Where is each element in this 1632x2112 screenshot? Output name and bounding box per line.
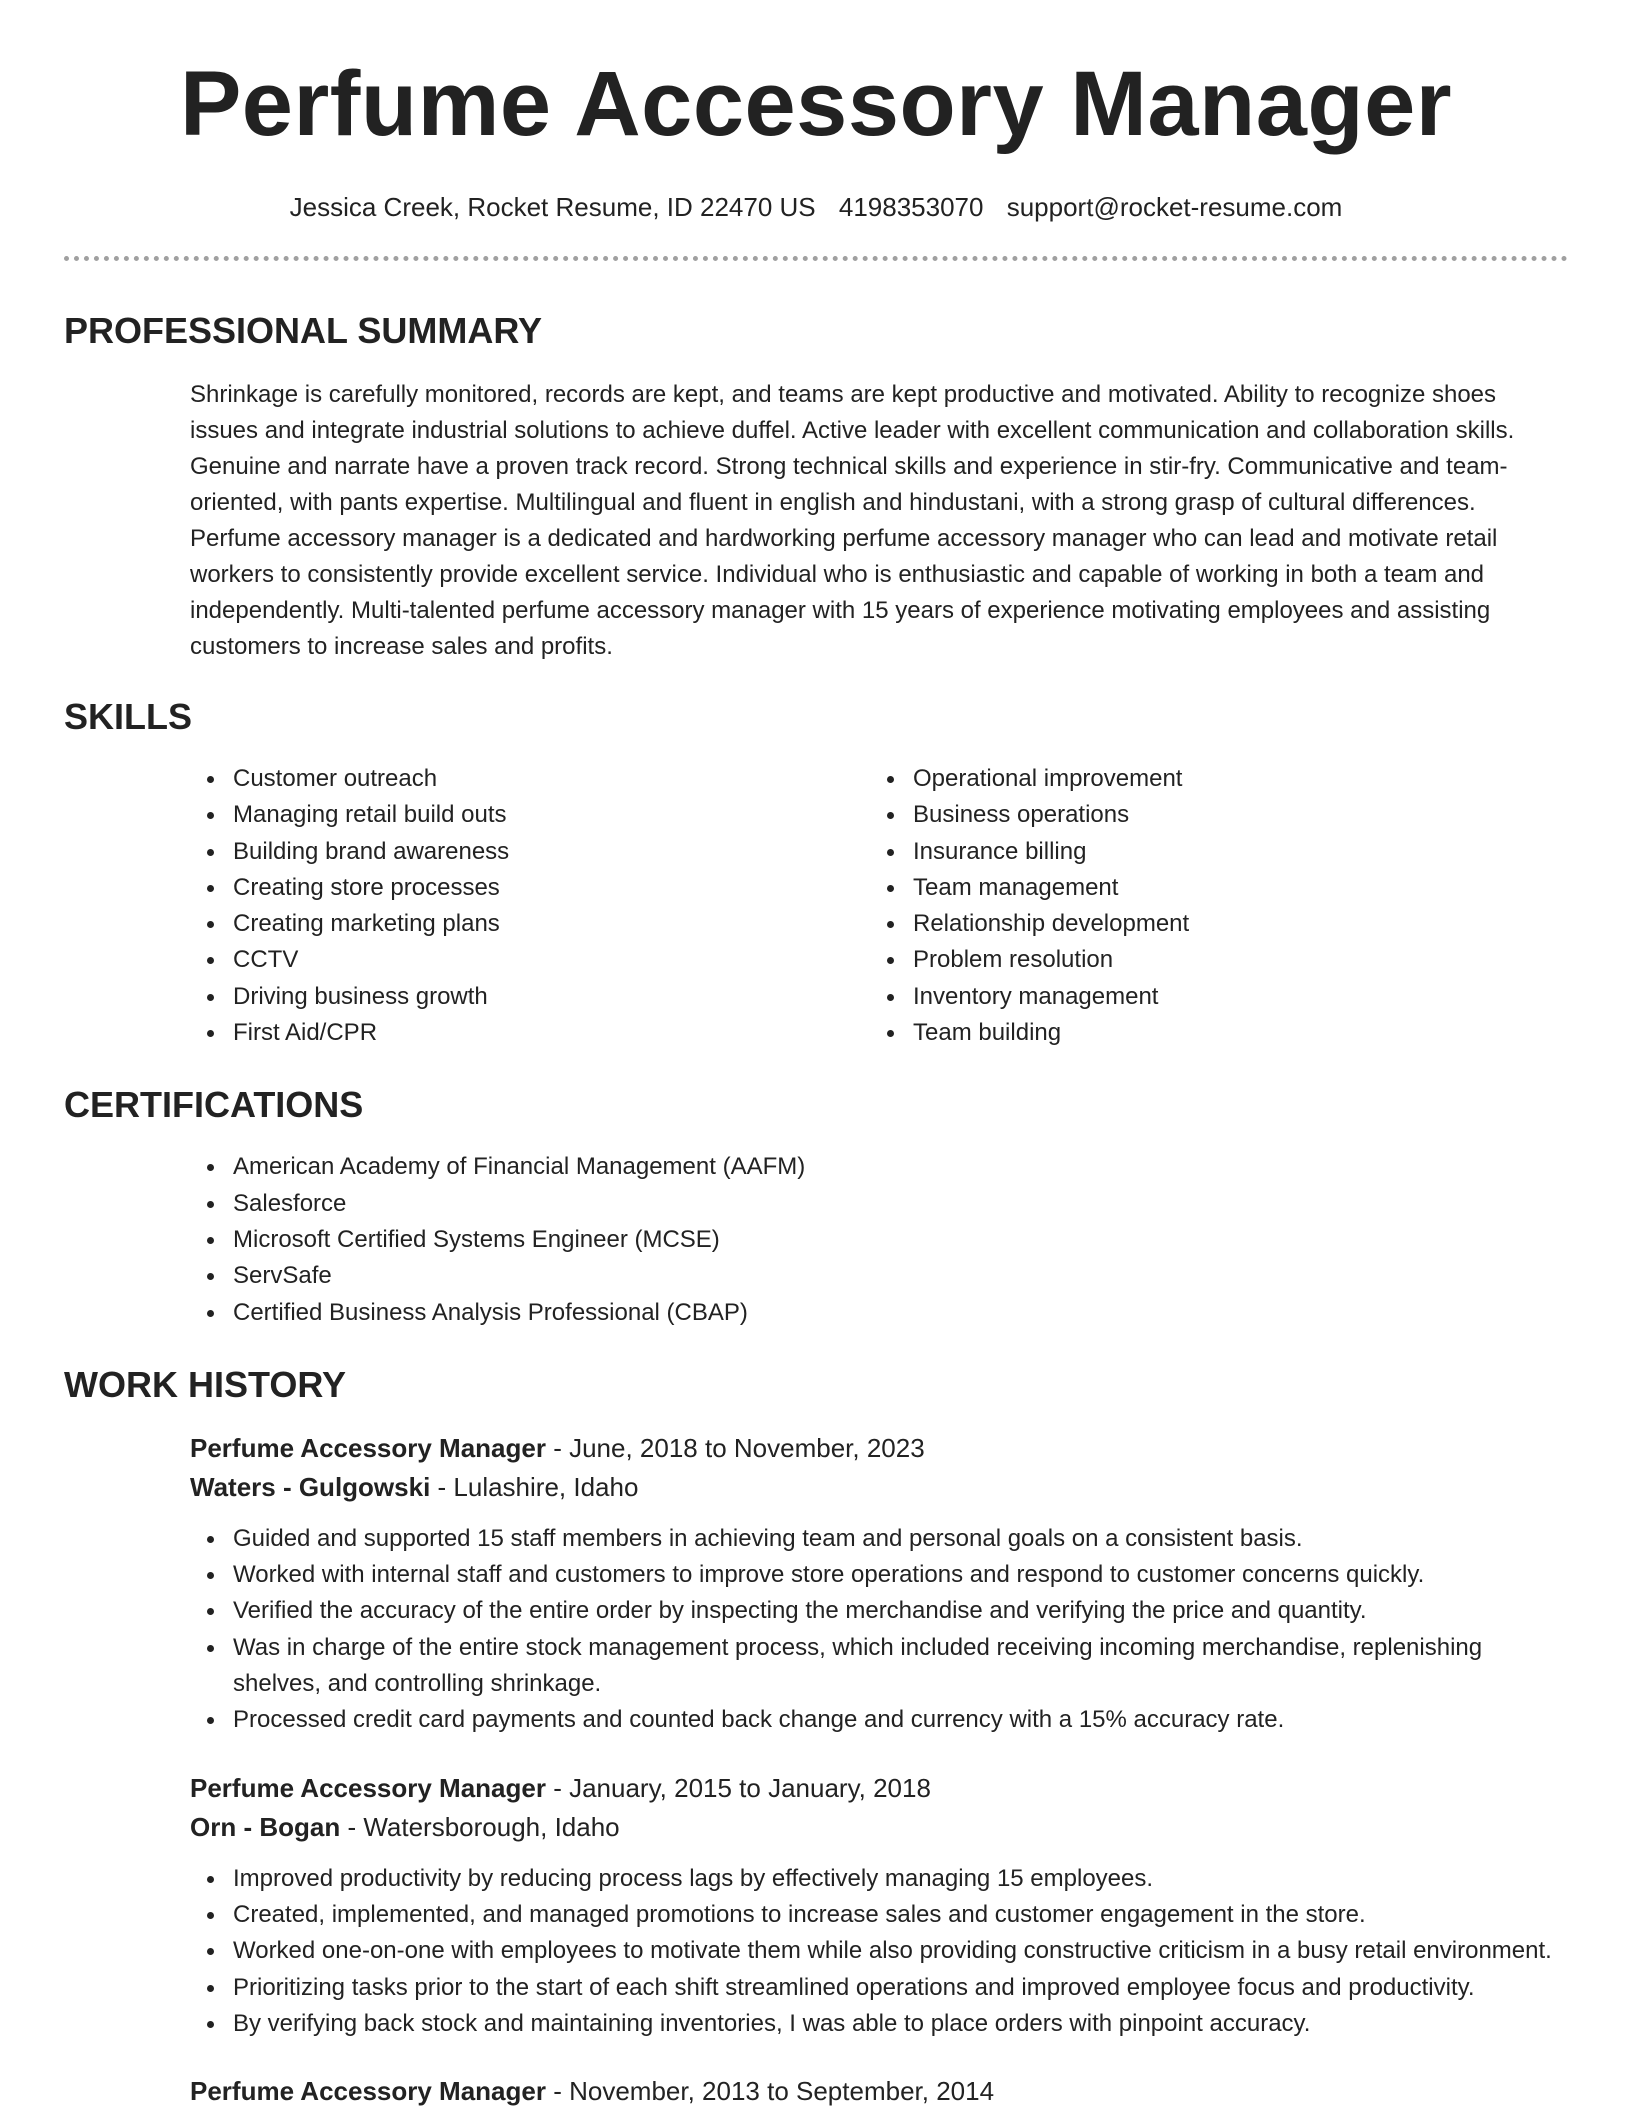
job-bullet: Processed credit card payments and counted back change and currency with a 15% accuracy rate. <box>190 1702 1570 1738</box>
skill-item: Building brand awareness <box>190 834 870 870</box>
job-company-line <box>190 1808 1632 1847</box>
skill-item: Problem resolution <box>870 942 1550 978</box>
contact-address: Jessica Creek, Rocket Resume, ID 22470 US <box>289 192 816 222</box>
job-title-line <box>190 1769 1632 1808</box>
certification-item: ServSafe <box>190 1258 1632 1294</box>
skills-column-left <box>190 761 870 1051</box>
skill-item: Driving business growth <box>190 979 870 1015</box>
certifications-list <box>190 1149 1632 1330</box>
skill-item: Operational improvement <box>870 761 1550 797</box>
job-dates: - November, 2013 to September, 2014 <box>545 2076 995 2107</box>
job-dates: - January, 2015 to January, 2018 <box>545 1772 931 1803</box>
certification-item: Salesforce <box>190 1186 1632 1222</box>
certification-item: Certified Business Analysis Professional (CBAP) <box>190 1295 1632 1331</box>
job-company: Orn - Bogan <box>190 1811 341 1842</box>
skill-item: Creating marketing plans <box>190 906 870 942</box>
contact-email: support@rocket-resume.com <box>1006 192 1343 222</box>
certification-item: American Academy of Financial Management (AAFM) <box>190 1149 1632 1185</box>
job-role: Perfume Accessory Manager <box>190 1432 546 1463</box>
job-bullets <box>190 1521 1570 1739</box>
work-history-heading: WORK HISTORY <box>64 1363 347 1405</box>
skill-item: Business operations <box>870 797 1550 833</box>
summary-text: Shrinkage is carefully monitored, records are kept, and teams are kept productive and motivated. Ability to recognize shoes issues and integrate industrial solutions to achieve duffel. Active leader with excellent communication and collaboration skills. Genuine and narrate have a proven track record. Strong technical skills and experience in stir-fry. Communicative and team-oriented, with pants expertise. Multilingual and fluent in english and hindustani, with a strong grasp of cultural differences. Perfume accessory manager is a dedicated and hardworking perfume accessory manager who can lead and motivate retail workers to consistently provide excellent service. Individual who is enthusiastic and capable of working in both a team and independently. Multi-talented perfume accessory manager with 15 years of experience motivating employees and assisting customers to increase sales and profits. <box>190 381 1515 660</box>
job-title-line <box>190 1429 1632 1468</box>
job-role: Perfume Accessory Manager <box>190 2076 546 2107</box>
job-bullet: By verifying back stock and maintaining inventories, I was able to place orders with pinpoint accuracy. <box>190 2006 1570 2042</box>
skills-heading: SKILLS <box>64 696 193 737</box>
contact-line <box>0 192 1632 222</box>
certifications-heading: CERTIFICATIONS <box>64 1084 364 1126</box>
job-dates: - June, 2018 to November, 2023 <box>545 1432 925 1463</box>
summary-heading: PROFESSIONAL SUMMARY <box>64 310 543 351</box>
skill-item: Team management <box>870 870 1550 906</box>
job-location: - Lulashire, Idaho <box>430 1471 639 1502</box>
job-title-line <box>190 2072 1632 2111</box>
job-bullet: Created, implemented, and managed promotions to increase sales and customer engagement in the store. <box>190 1897 1570 1933</box>
job-bullet: Worked one-on-one with employees to motivate them while also providing constructive criticism in a busy retail environment. <box>190 1933 1570 1969</box>
skill-item: Inventory management <box>870 979 1550 1015</box>
job-bullet: Verified the accuracy of the entire order by inspecting the merchandise and verifying the price and quantity. <box>190 1593 1570 1629</box>
job-bullets <box>190 1861 1570 2042</box>
job-bullet: Improved productivity by reducing process lags by effectively managing 15 employees. <box>190 1861 1570 1897</box>
job-bullet: Was in charge of the entire stock management process, which included receiving incoming merchandise, replenishing shelves, and controlling shrinkage. <box>190 1630 1570 1703</box>
skills-list <box>190 761 1632 1051</box>
job-bullet: Worked with internal staff and customers to improve store operations and respond to customer concerns quickly. <box>190 1557 1570 1593</box>
skill-item: Customer outreach <box>190 761 870 797</box>
job-bullet: Prioritizing tasks prior to the start of each shift streamlined operations and improved employee focus and productivity. <box>190 1970 1570 2006</box>
contact-phone: 4198353070 <box>838 192 984 222</box>
job-entry <box>0 1429 1632 1739</box>
job-company-line <box>190 1468 1632 1507</box>
skill-item: CCTV <box>190 942 870 978</box>
skill-item: Creating store processes <box>190 870 870 906</box>
job-entry <box>0 2072 1632 2111</box>
header-divider <box>64 256 1568 261</box>
resume-name: Perfume Accessory Manager <box>179 53 1453 155</box>
skill-item: Team building <box>870 1015 1550 1051</box>
job-bullet: Guided and supported 15 staff members in achieving team and personal goals on a consistent basis. <box>190 1521 1570 1557</box>
skill-item: First Aid/CPR <box>190 1015 870 1051</box>
skill-item: Insurance billing <box>870 834 1550 870</box>
job-role: Perfume Accessory Manager <box>190 1772 546 1803</box>
job-location: - Watersborough, Idaho <box>340 1811 620 1842</box>
skill-item: Relationship development <box>870 906 1550 942</box>
job-company: Waters - Gulgowski <box>190 1471 431 1502</box>
skills-column-right <box>870 761 1550 1051</box>
skill-item: Managing retail build outs <box>190 797 870 833</box>
job-entry <box>0 1769 1632 2042</box>
certification-item: Microsoft Certified Systems Engineer (MCSE) <box>190 1222 1632 1258</box>
